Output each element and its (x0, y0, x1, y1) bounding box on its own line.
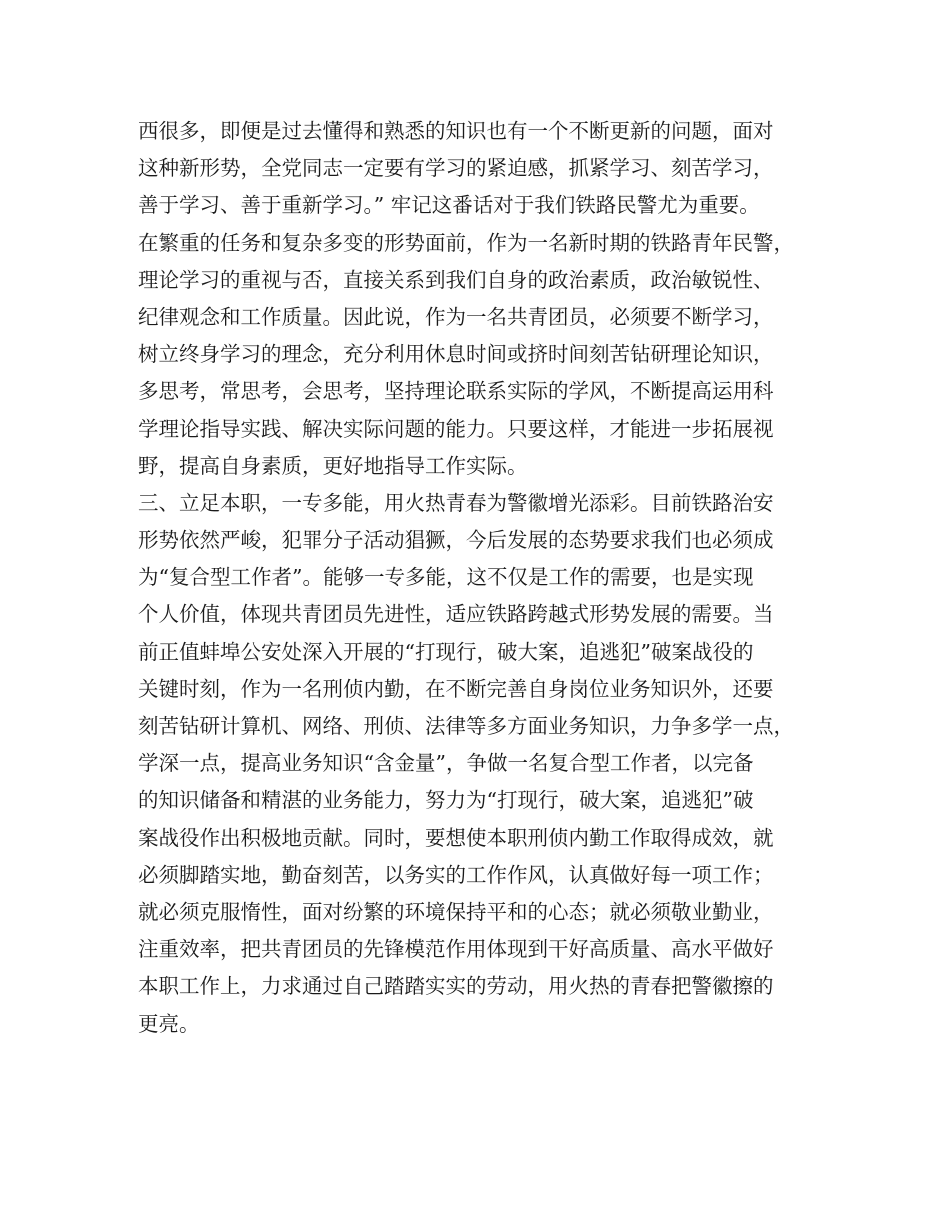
text-line: 就必须克服惰性，面对纷繁的环境保持平和的心态；就必须敬业勤业， (138, 899, 774, 924)
text-line: 西很多，即便是过去懂得和熟悉的知识也有一个不断更新的问题，面对 (138, 119, 774, 143)
text-line: 案战役作出积极地贡献。同时，要想使本职刑侦内勤工作取得成效，就 (138, 825, 774, 850)
text-line: 善于学习、善于重新学习。” 牢记这番话对于我们铁路民警尤为重要。 (138, 193, 760, 218)
body-text (138, 113, 838, 1043)
text-line: 学理论指导实践、解决实际问题的能力。只要这样，才能进一步拓展视 (138, 416, 774, 441)
text-line: 的知识储备和精湛的业务能力，努力为“打现行，破大案，追逃犯”破 (138, 788, 754, 813)
text-line: 在繁重的任务和复杂多变的形势面前，作为一名新时期的铁路青年民警， (138, 230, 794, 255)
text-line: 多思考，常思考，会思考，坚持理论联系实际的学风，不断提高运用科 (138, 379, 774, 404)
text-line: 纪律观念和工作质量。因此说，作为一名共青团员，必须要不断学习， (138, 304, 774, 329)
text-line: 个人价值，体现共青团员先进性，适应铁路跨越式形势发展的需要。当 (138, 602, 774, 627)
text-line: 关键时刻，作为一名刑侦内勤，在不断完善自身岗位业务知识外，还要 (138, 676, 774, 701)
text-line: 树立终身学习的理念，充分利用休息时间或挤时间刻苦钻研理论知识， (138, 342, 774, 367)
text-line: 更亮。 (138, 1011, 200, 1036)
text-line: 刻苦钻研计算机、网络、刑侦、法律等多方面业务知识，力争多学一点， (138, 714, 794, 738)
text-line: 为“复合型工作者”。能够一专多能，这不仅是工作的需要，也是实现 (138, 565, 754, 590)
text-line: 学深一点，提高业务知识“含金量”，争做一名复合型工作者，以完备 (138, 751, 754, 776)
text-line: 本职工作上，力求通过自己踏踏实实的劳动，用火热的青春把警徽擦的 (138, 974, 774, 999)
text-line: 野，提高自身素质，更好地指导工作实际。 (138, 453, 528, 478)
text-line: 形势依然严峻，犯罪分子活动猖獗，今后发展的态势要求我们也必须成 (138, 528, 774, 553)
text-line: 注重效率，把共青团员的先锋模范作用体现到干好高质量、高水平做好 (138, 937, 774, 962)
text-line: 三、立足本职，一专多能，用火热青春为警徽增光添彩。目前铁路治安 (138, 490, 774, 515)
text-line: 前正值蚌埠公安处深入开展的“打现行，破大案，追逃犯”破案战役的 (138, 639, 754, 664)
text-line: 理论学习的重视与否，直接关系到我们自身的政治素质，政治敏锐性、 (138, 267, 774, 292)
text-line: 这种新形势，全党同志一定要有学习的紧迫感，抓紧学习、刻苦学习， (138, 156, 774, 181)
text-line: 必须脚踏实地，勤奋刻苦，以务实的工作作风，认真做好每一项工作； (138, 862, 774, 887)
